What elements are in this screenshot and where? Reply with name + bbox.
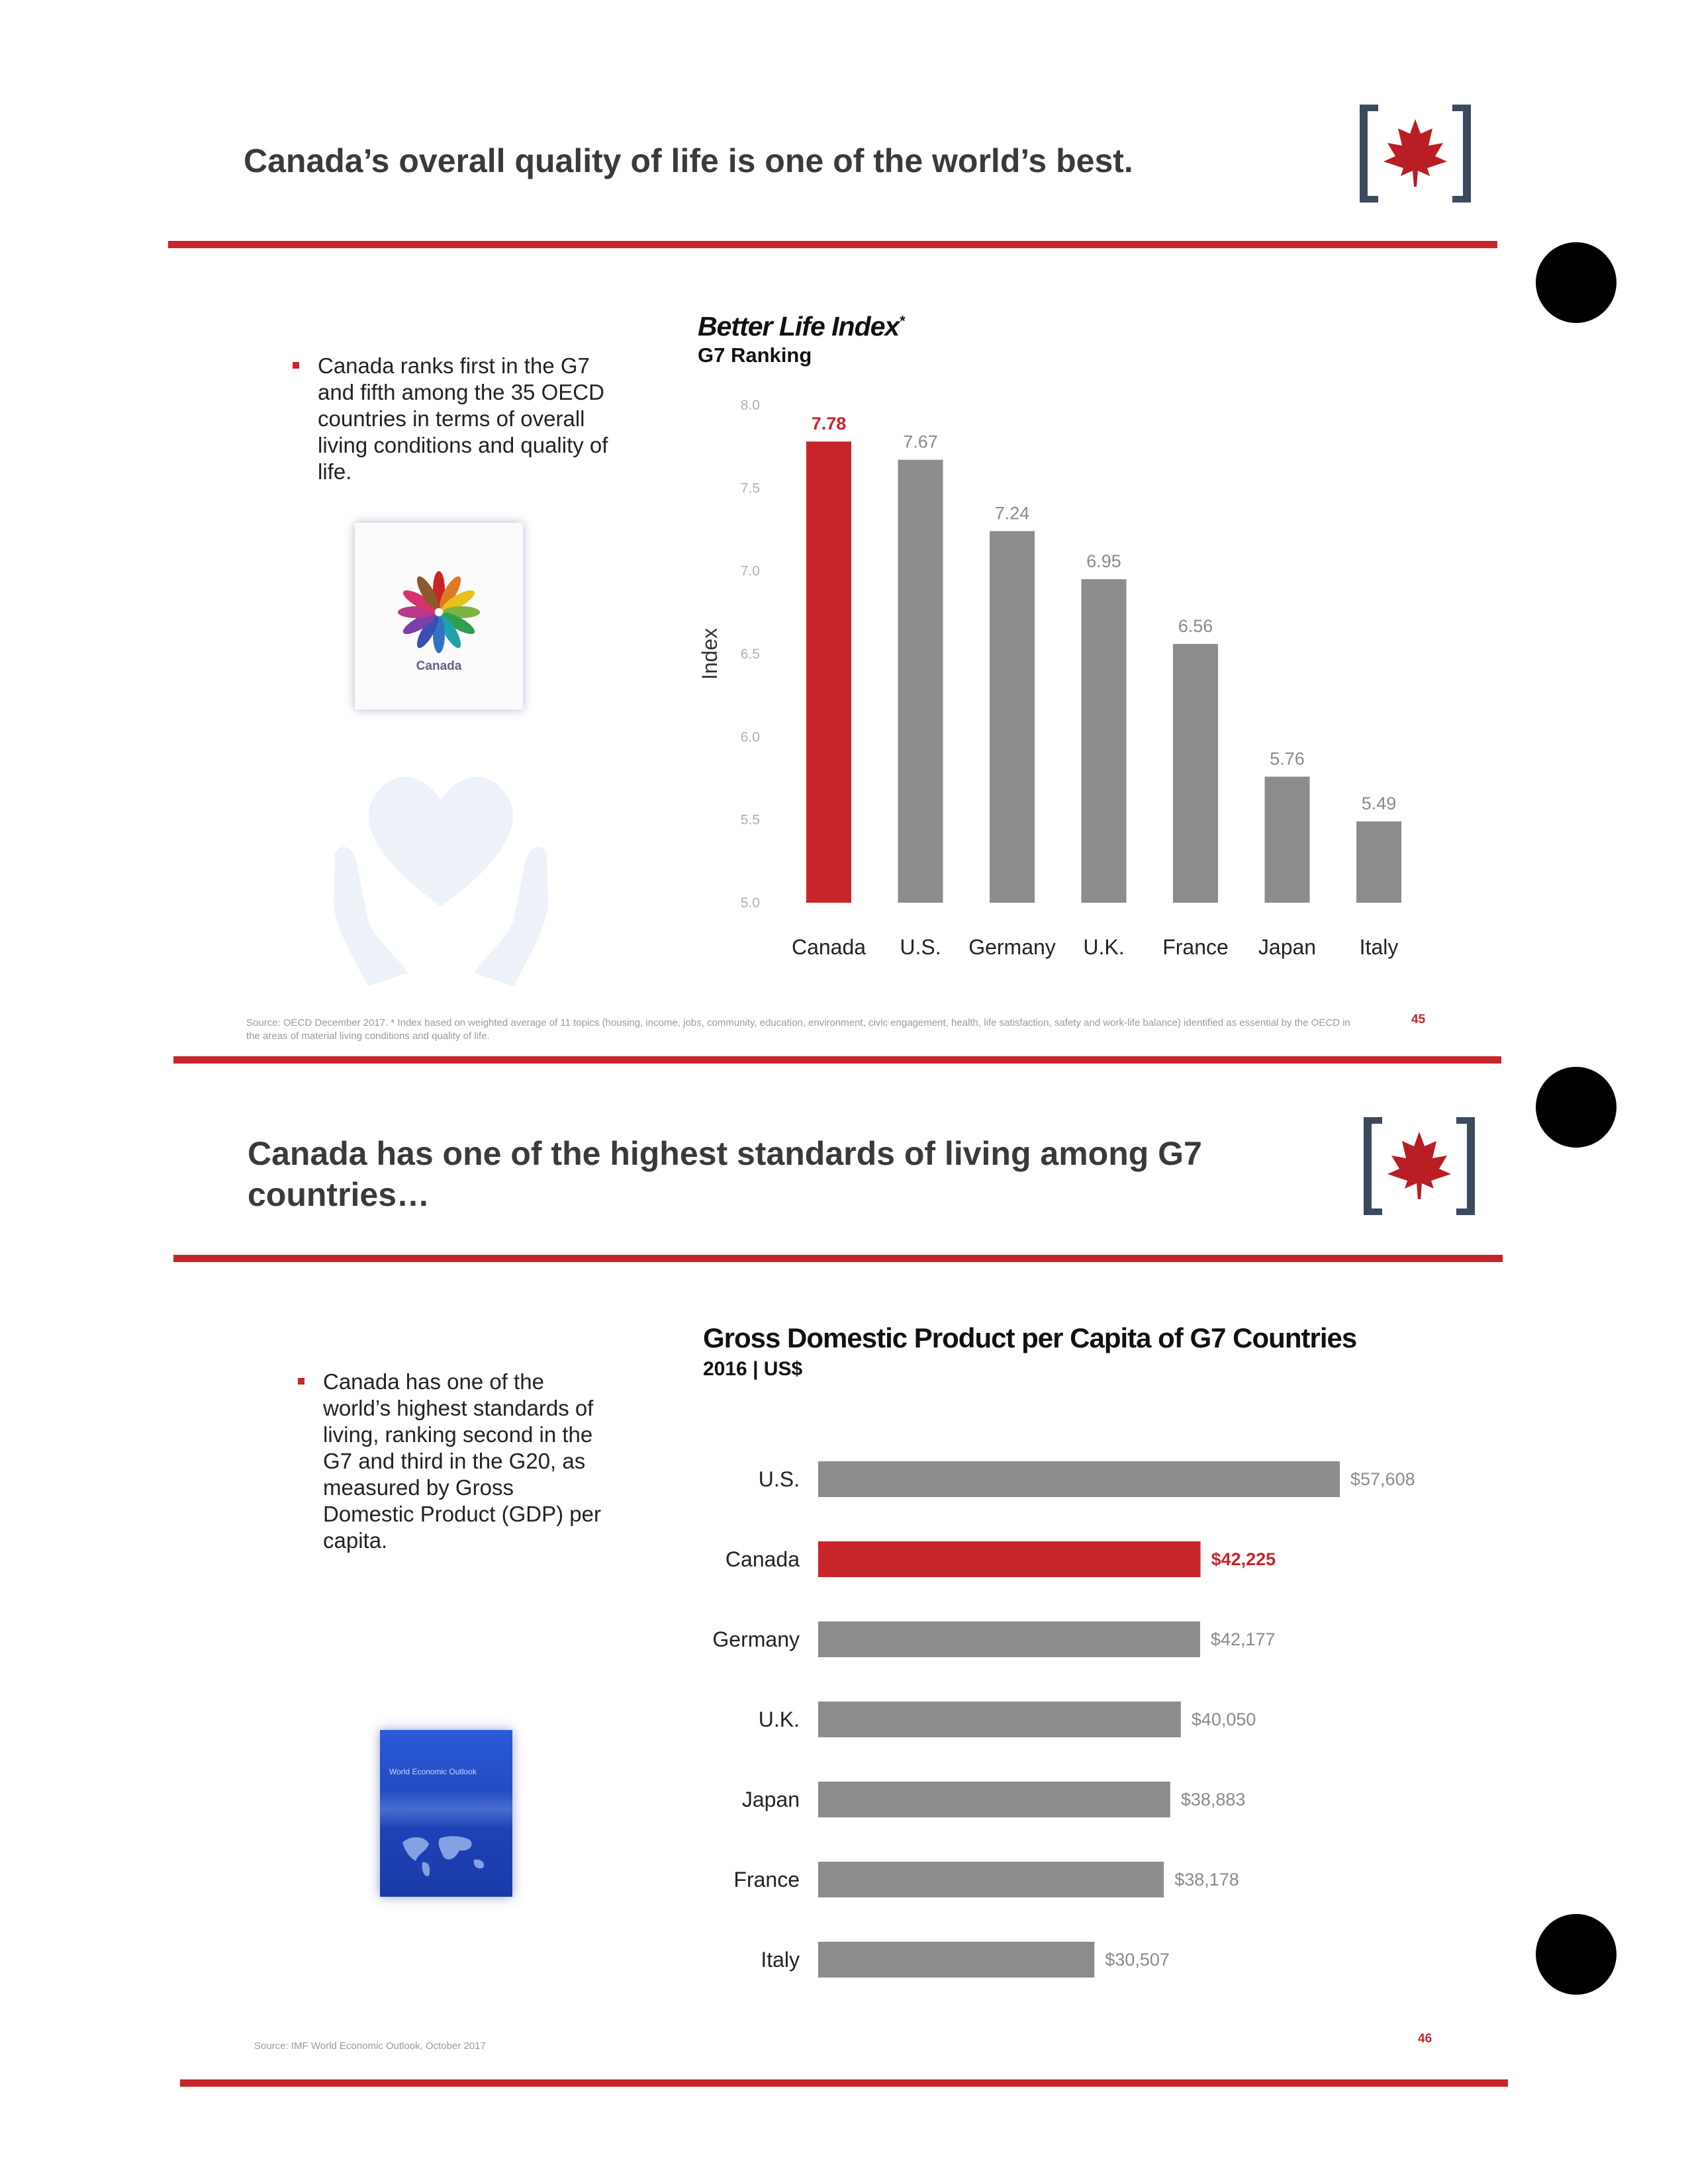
slide-title bbox=[248, 1133, 1333, 1215]
x-tick-label: U.S. bbox=[900, 935, 941, 959]
bullet-label: Canada ranks first in the G7 and fifth among the 35 OECD countries in terms of overall living conditions and quality of life. bbox=[318, 353, 608, 484]
heart-hands-icon bbox=[328, 741, 553, 986]
x-tick-label: Italy bbox=[1359, 935, 1399, 959]
x-tick-label: Germany bbox=[968, 935, 1056, 959]
bullet-text bbox=[318, 353, 609, 485]
gdp-per-capita-chart bbox=[688, 1443, 1470, 1999]
bar-italy bbox=[1356, 821, 1401, 903]
slide-title: Canada’s overall quality of life is one of the world’s best. bbox=[244, 142, 1133, 179]
y-tick-label: 5.0 bbox=[740, 895, 760, 911]
data-label: $40,050 bbox=[1191, 1709, 1256, 1729]
bullet-marker bbox=[298, 1378, 305, 1385]
bar-canada bbox=[818, 1541, 1201, 1577]
chart-subtitle: G7 Ranking bbox=[698, 343, 812, 367]
y-tick-label: 5.5 bbox=[740, 812, 760, 828]
y-axis-label: Index bbox=[698, 627, 722, 680]
data-label: 7.24 bbox=[994, 503, 1030, 523]
bar-france bbox=[818, 1862, 1164, 1897]
y-tick-label: 6.0 bbox=[740, 729, 760, 745]
slide-bottom-rule bbox=[180, 2079, 1508, 2087]
slide-title-line-1: Canada has one of the highest standards of living among G7 bbox=[248, 1135, 1202, 1172]
data-label: 7.67 bbox=[903, 432, 938, 452]
bar-uk bbox=[1082, 579, 1127, 903]
chart-title-footnote-mark: * bbox=[899, 312, 904, 330]
canada-thumbnail bbox=[355, 523, 523, 709]
category-label: Germany bbox=[712, 1627, 800, 1651]
x-tick-label: France bbox=[1162, 935, 1229, 959]
chart-title bbox=[698, 311, 904, 342]
bar-japan bbox=[1265, 776, 1310, 903]
bar-uk bbox=[818, 1702, 1181, 1737]
category-label: Italy bbox=[761, 1948, 800, 1972]
y-tick-label: 7.0 bbox=[740, 563, 760, 579]
bar-us bbox=[898, 460, 943, 903]
imf-book-cover bbox=[380, 1730, 512, 1897]
binder-hole bbox=[1536, 242, 1617, 323]
data-label: 5.76 bbox=[1270, 749, 1305, 769]
data-label: $38,178 bbox=[1174, 1870, 1239, 1889]
bar-canada bbox=[806, 441, 851, 903]
data-label: $42,177 bbox=[1210, 1629, 1276, 1649]
binder-hole bbox=[1536, 1067, 1617, 1148]
bar-germany bbox=[818, 1621, 1200, 1657]
category-label: U.S. bbox=[758, 1467, 800, 1491]
data-label: 6.95 bbox=[1086, 551, 1121, 572]
category-label: France bbox=[733, 1868, 800, 1891]
chart-title: Gross Domestic Product per Capita of G7 Countries bbox=[703, 1322, 1357, 1353]
title-divider bbox=[173, 1255, 1503, 1262]
chart-title-block bbox=[703, 1322, 1356, 1381]
maple-leaf-logo-icon bbox=[1362, 1117, 1476, 1215]
category-label: U.K. bbox=[758, 1707, 800, 1731]
x-tick-label: Japan bbox=[1258, 935, 1317, 959]
category-label: Japan bbox=[741, 1788, 800, 1811]
data-label: $42,225 bbox=[1211, 1549, 1276, 1569]
data-label: $38,883 bbox=[1180, 1790, 1246, 1809]
title-divider bbox=[168, 241, 1497, 248]
y-tick-label: 8.0 bbox=[740, 398, 760, 413]
better-life-index-chart bbox=[688, 384, 1456, 966]
page-number: 46 bbox=[1418, 2032, 1432, 2046]
bullet-label: Canada has one of the world’s highest standards of living, ranking second in the G7 and third in the G20, as measured by Gross Domestic Product (GDP) per capita. bbox=[323, 1369, 601, 1553]
chart-title-text: Better Life Index bbox=[698, 311, 900, 341]
chart-title-block bbox=[698, 311, 904, 367]
thumbnail-label: Canada bbox=[416, 659, 462, 673]
x-tick-label: Canada bbox=[791, 935, 867, 959]
y-tick-label: 6.5 bbox=[740, 647, 760, 662]
book-label: World Economic Outlook bbox=[389, 1767, 477, 1776]
data-label: 6.56 bbox=[1178, 615, 1213, 636]
page-number: 45 bbox=[1411, 1013, 1426, 1026]
x-tick-label: U.K. bbox=[1083, 935, 1125, 959]
world-map-icon bbox=[396, 1829, 495, 1882]
bar-germany bbox=[990, 531, 1035, 903]
binder-hole bbox=[1536, 1914, 1617, 1995]
source-note: Source: IMF World Economic Outlook, October 2017 bbox=[254, 2040, 486, 2052]
bar-france bbox=[1173, 644, 1218, 903]
data-label: $30,507 bbox=[1105, 1950, 1170, 1970]
category-label: Canada bbox=[725, 1547, 800, 1571]
data-label: 7.78 bbox=[811, 414, 847, 434]
flower-icon bbox=[396, 569, 482, 655]
bar-us bbox=[818, 1461, 1340, 1497]
maple-leaf-logo-icon bbox=[1358, 105, 1472, 203]
bullet-marker bbox=[293, 362, 299, 369]
y-tick-label: 7.5 bbox=[740, 480, 760, 496]
slide-title-line-2: countries… bbox=[248, 1176, 430, 1213]
book-band bbox=[380, 1790, 512, 1829]
bar-italy bbox=[818, 1942, 1094, 1978]
data-label: $57,608 bbox=[1350, 1469, 1415, 1489]
chart-subtitle: 2016 | US$ bbox=[703, 1358, 803, 1380]
slide-bottom-rule bbox=[173, 1056, 1501, 1064]
source-note: Source: OECD December 2017. * Index based on weighted average of 11 topics (housing, income, jobs, community, education, environment, civic engagement, health, life satisfaction, safety and work-life balance) identified as essential by the OECD in the areas of material living conditions and quality of life. bbox=[246, 1017, 1350, 1042]
bar-japan bbox=[818, 1782, 1170, 1817]
data-label: 5.49 bbox=[1361, 794, 1397, 814]
bullet-text bbox=[323, 1369, 601, 1554]
